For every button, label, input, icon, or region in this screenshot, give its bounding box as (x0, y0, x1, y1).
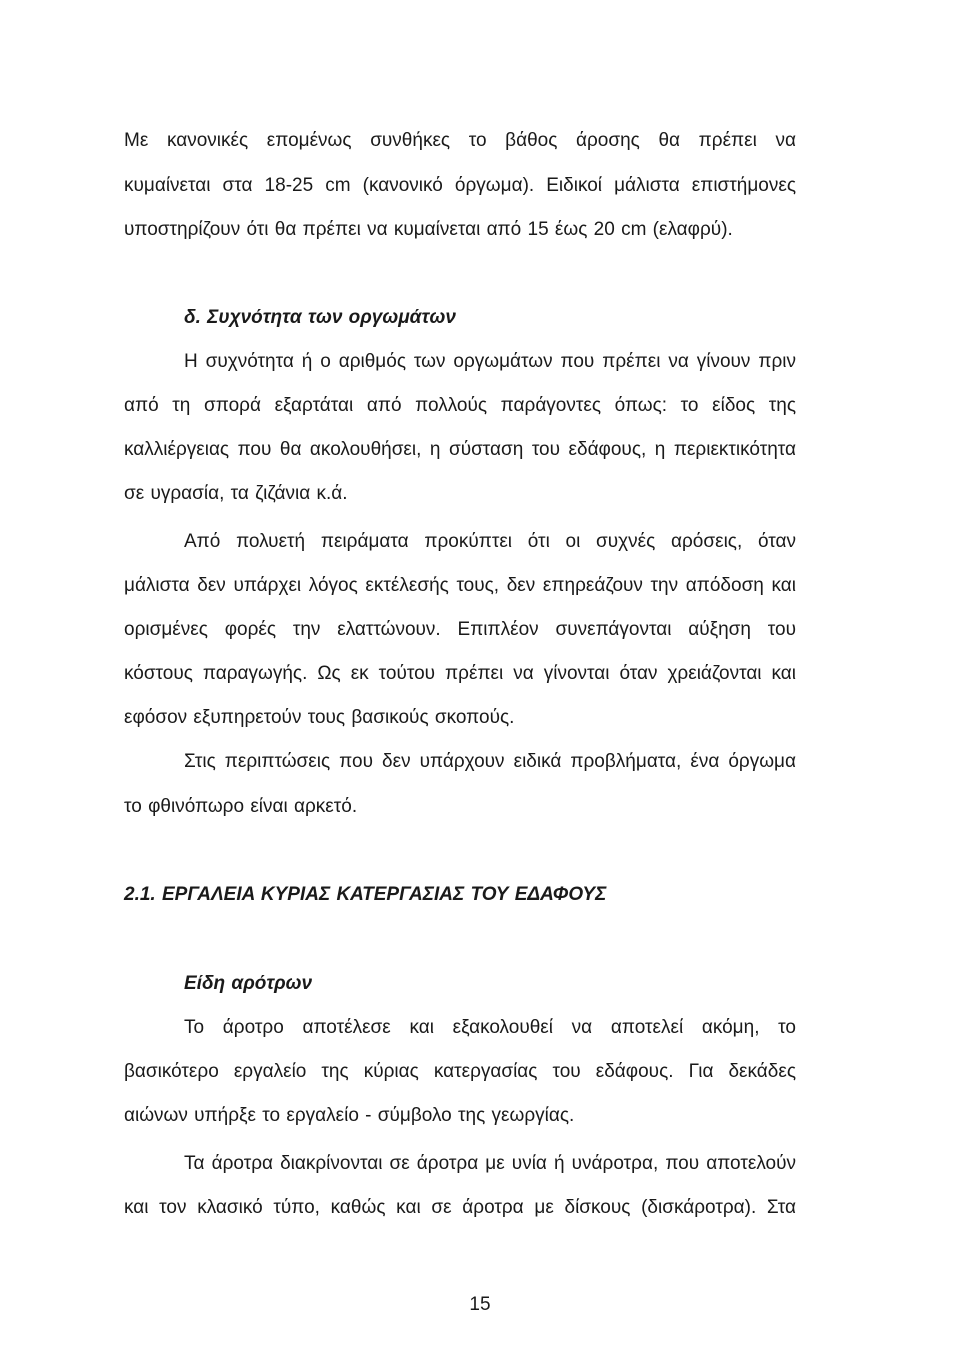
paragraph-line: Από πολυετή πειράματα προκύπτει ότι οι συχνές αρόσεις, όταν (184, 531, 796, 552)
paragraph-line: καλλιέργειας που θα ακολουθήσει, η σύσταση του εδάφους, η περιεκτικότητα (124, 439, 796, 460)
subsection-heading: δ. Συχνότητα των οργωμάτων (184, 307, 456, 328)
paragraph-line: βασικότερο εργαλείο της κύριας κατεργασίας του εδάφους. Για δεκάδες (124, 1061, 796, 1082)
paragraph-line: Η συχνότητα ή ο αριθμός των οργωμάτων που πρέπει να γίνουν πριν (184, 351, 796, 372)
paragraph-line: το φθινόπωρο είναι αρκετό. (124, 796, 358, 817)
paragraph-line: σε υγρασία, τα ζιζάνια κ.ά. (124, 483, 348, 504)
paragraph-line: Στις περιπτώσεις που δεν υπάρχουν ειδικά προβλήματα, ένα όργωμα (184, 751, 796, 772)
paragraph-line: Με κανονικές επομένως συνθήκες το βάθος άροσης θα πρέπει να (124, 130, 796, 151)
paragraph-line: Τα άροτρα διακρίνονται σε άροτρα με υνία ή υνάροτρα, που αποτελούν (184, 1153, 796, 1174)
paragraph-line: κόστους παραγωγής. Ως εκ τούτου πρέπει να γίνονται όταν χρειάζονται και (124, 663, 796, 684)
subsection-heading: Είδη αρότρων (184, 973, 313, 994)
paragraph-line: Το άροτρο αποτέλεσε και εξακολουθεί να αποτελεί ακόμη, το (184, 1017, 796, 1038)
paragraph-line: εφόσον εξυπηρετούν τους βασικούς σκοπούς. (124, 707, 515, 728)
paragraph-line: αιώνων υπήρξε το εργαλείο - σύμβολο της γεωργίας. (124, 1105, 575, 1126)
paragraph-line: μάλιστα δεν υπάρχει λόγος εκτέλεσής τους, δεν επηρεάζουν την απόδοση και (124, 575, 796, 596)
paragraph-line: από τη σπορά εξαρτάται από πολλούς παράγοντες όπως: το είδος της (124, 395, 796, 416)
paragraph-line: κυμαίνεται στα 18-25 cm (κανονικό όργωμα). Ειδικοί μάλιστα επιστήμονες (124, 175, 796, 196)
paragraph-line: και τον κλασικό τύπο, καθώς και σε άροτρα με δίσκους (δισκάροτρα). Στα (124, 1197, 796, 1218)
paragraph-line: ορισμένες φορές την ελαττώνουν. Επιπλέον συνεπάγονται αύξηση του (124, 619, 796, 640)
paragraph-line: υποστηρίζουν ότι θα πρέπει να κυμαίνεται από 15 έως 20 cm (ελαφρύ). (124, 219, 733, 240)
section-heading: 2.1. ΕΡΓΑΛΕΙΑ ΚΥΡΙΑΣ ΚΑΤΕΡΓΑΣΙΑΣ ΤΟΥ ΕΔΑΦΟΥΣ (124, 884, 607, 905)
page-number: 15 (469, 1294, 491, 1315)
